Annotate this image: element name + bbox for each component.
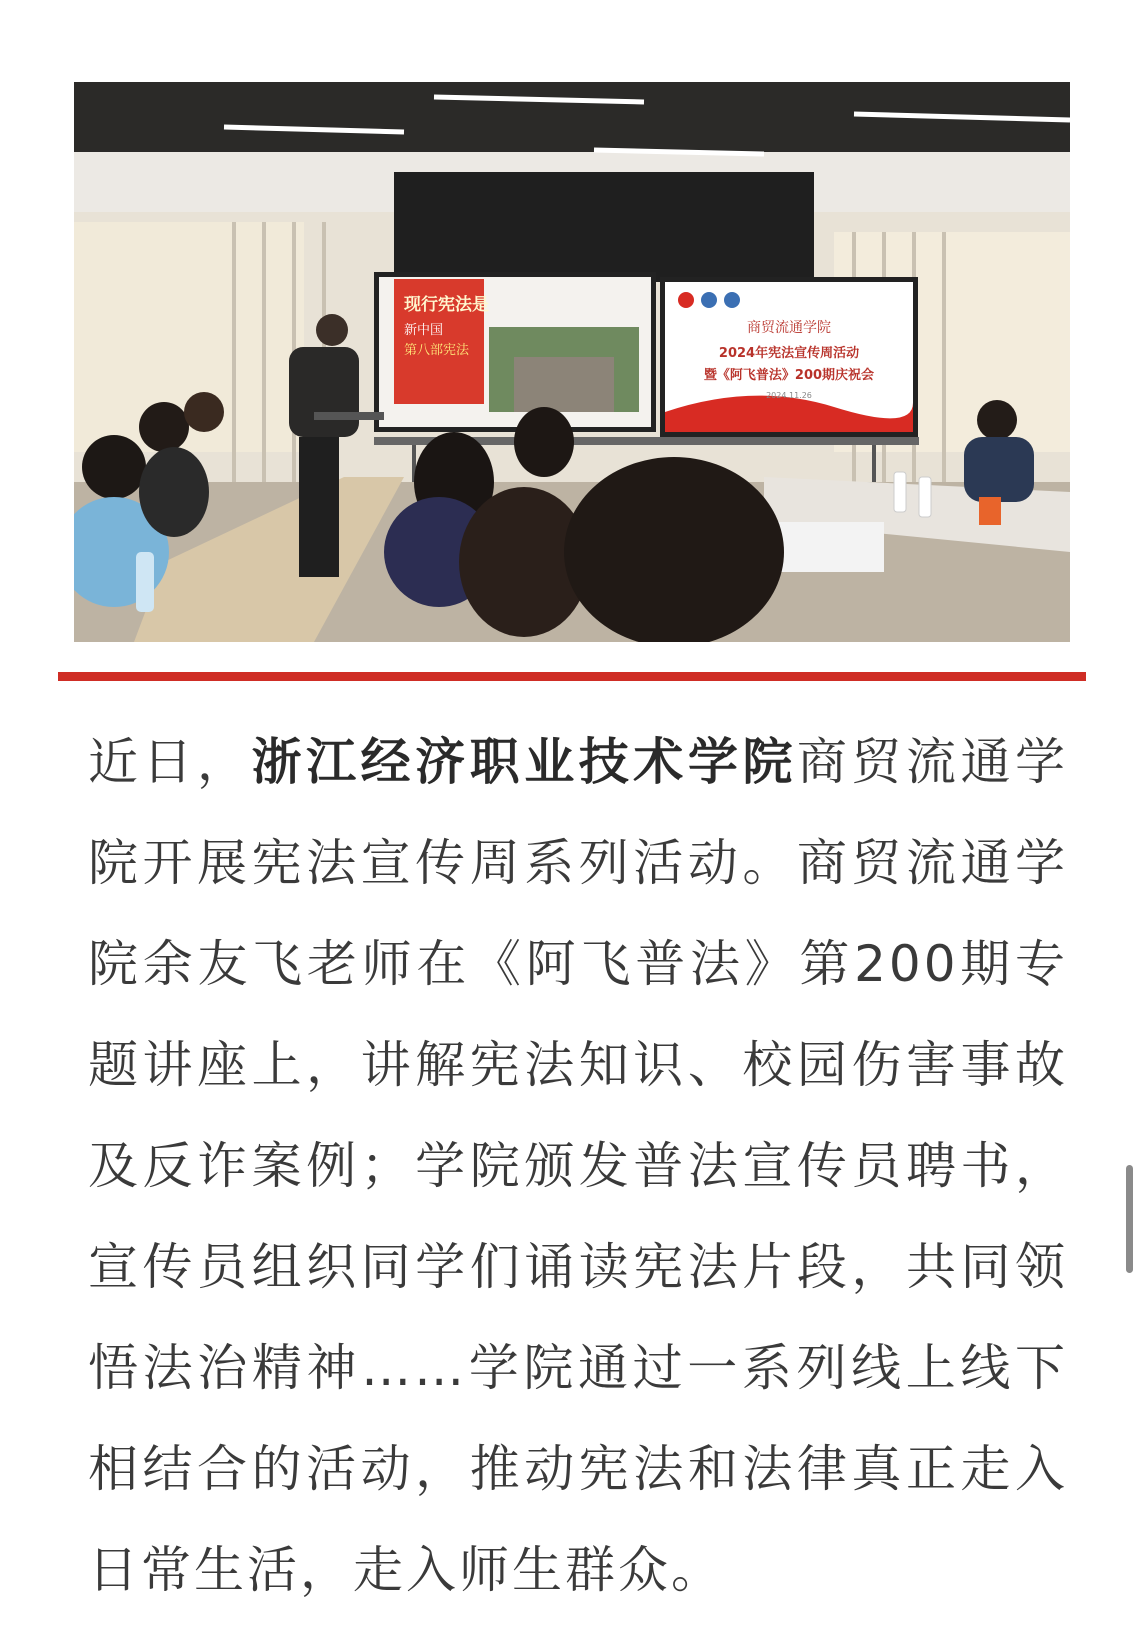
screen-event-line2: 暨《阿飞普法》200期庆祝会 xyxy=(703,368,875,383)
poster-line-2: 新中国 xyxy=(404,323,444,338)
screen-event-line1: 2024年宪法宣传周活动 xyxy=(718,346,860,361)
scrollbar-thumb[interactable] xyxy=(1126,1165,1133,1273)
article-intro: 近日， xyxy=(88,733,252,791)
screen-date: 2024.11.26 xyxy=(766,391,812,400)
article-body: 商贸流通学院开展宪法宣传周系列活动。商贸流通学院余友飞老师在《阿飞普法》第200期专题讲座上，讲解宪法知识、校园伤害事故及反诈案例；学院颁发普法宣传员聘书，宣传员组织同学们诵读宪法片段，共同领悟法治精神……学院通过一系列线上线下相结合的活动，推动宪法和法律真正走入日常生活，走入师生群众。 xyxy=(88,733,1069,1599)
event-photo xyxy=(74,82,1070,642)
poster-line-3: 第八部宪法 xyxy=(404,343,470,358)
screen-college: 商贸流通学院 xyxy=(747,320,831,336)
school-name: 浙江经济职业技术学院 xyxy=(251,733,797,791)
poster-line-1: 现行宪法是 xyxy=(404,295,489,315)
article-paragraph xyxy=(88,712,1068,1621)
section-divider xyxy=(58,672,1086,681)
